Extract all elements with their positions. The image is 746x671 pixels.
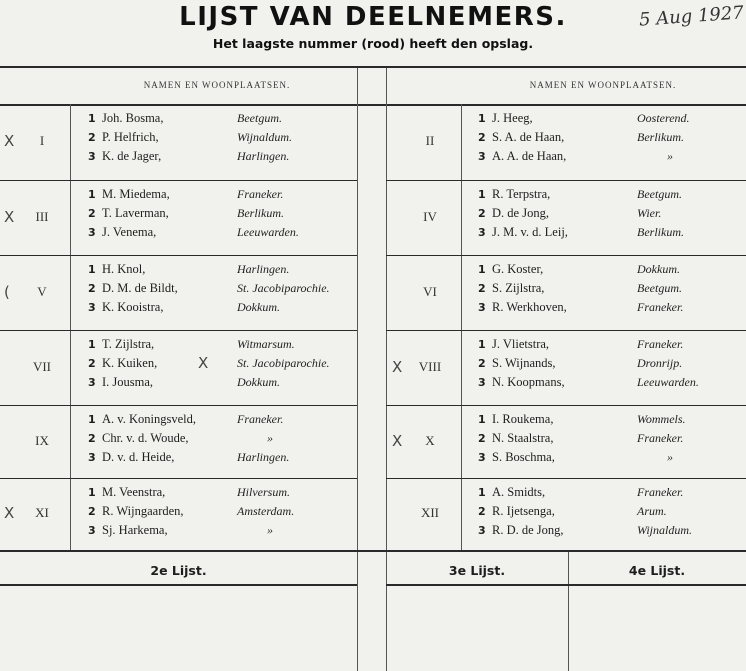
participant-entry: [88, 449, 174, 466]
participant-place: Harlingen.: [237, 262, 290, 276]
participant-name: M. Veenstra,: [102, 485, 166, 499]
left-column-header: NAMEN EN WOONPLAATSEN.: [143, 80, 291, 90]
entry-number: 2: [88, 131, 96, 144]
check-mark: X: [4, 207, 15, 226]
participant-entry: [478, 280, 544, 297]
participant-entry: [478, 261, 543, 278]
participant-name: H. Knol,: [102, 262, 146, 276]
participant-name: Joh. Bosma,: [102, 111, 164, 125]
participant-name: R. Terpstra,: [492, 187, 551, 201]
entry-number: 2: [478, 282, 486, 295]
table-bottom-rule: [0, 550, 746, 552]
participant-name: K. Kuiken,: [102, 356, 158, 370]
lijst-header-rule-right: [386, 584, 746, 586]
left-round-divider: [70, 104, 71, 550]
entry-number: 1: [88, 263, 96, 276]
participant-name: J. M. v. d. Leij,: [492, 225, 568, 239]
entry-number: 3: [88, 150, 96, 163]
check-mark: X: [392, 431, 403, 450]
participant-name: N. Staalstra,: [492, 431, 554, 445]
participant-name: R. D. de Jong,: [492, 523, 564, 537]
entry-number: 3: [88, 226, 96, 239]
participant-name: P. Helfrich,: [102, 130, 159, 144]
participant-place: Berlikum.: [237, 206, 284, 220]
entry-number: 1: [88, 413, 96, 426]
entry-number: 1: [478, 188, 486, 201]
entry-number: 1: [478, 486, 486, 499]
participant-place: Beetgum.: [637, 187, 682, 201]
participant-entry: [478, 224, 568, 241]
participant-place: St. Jacobiparochie.: [237, 356, 330, 370]
row-separator-left: [0, 405, 357, 406]
round-number: IV: [423, 208, 437, 224]
participant-entry: [478, 374, 565, 391]
entry-number: 3: [478, 226, 486, 239]
entry-number: 1: [478, 112, 486, 125]
round-number: VIII: [418, 358, 442, 374]
participant-place: Dokkum.: [637, 262, 680, 276]
entry-number: 3: [478, 376, 486, 389]
page-title: LIJST VAN DEELNEMERS.: [179, 2, 567, 32]
participant-entry: [478, 430, 553, 447]
participant-place: Franeker.: [637, 300, 684, 314]
entry-number: 3: [478, 451, 486, 464]
participant-entry: [88, 299, 163, 316]
entry-number: 2: [88, 432, 96, 445]
entry-number: 3: [88, 376, 96, 389]
participant-place: Hilversum.: [237, 485, 290, 499]
participant-place: »: [267, 431, 273, 445]
right-column-header: NAMEN EN WOONPLAATSEN.: [529, 80, 677, 90]
participant-name: T. Laverman,: [102, 206, 169, 220]
round-number: III: [35, 208, 49, 224]
participant-name: I. Jousma,: [102, 375, 154, 389]
participant-entry: [478, 484, 545, 501]
participant-entry: [88, 205, 169, 222]
participant-place: »: [667, 149, 673, 163]
participant-place: Dokkum.: [237, 300, 280, 314]
row-separator-right: [386, 330, 746, 331]
participant-place: Dokkum.: [237, 375, 280, 389]
page-subtitle: Het laagste nummer (rood) heeft den opslag.: [212, 36, 534, 51]
participant-entry: [88, 430, 189, 447]
participant-name: S. Boschma,: [492, 450, 555, 464]
participant-place: Wijnaldum.: [637, 523, 693, 537]
entry-number: 2: [478, 357, 486, 370]
participant-place: »: [667, 450, 673, 464]
participant-name: N. Koopmans,: [492, 375, 565, 389]
participant-name: R. Werkhoven,: [492, 300, 567, 314]
entry-number: 2: [478, 432, 486, 445]
participant-name: T. Zijlstra,: [102, 337, 155, 351]
entry-number: 1: [478, 338, 486, 351]
participant-place: Leeuwarden.: [637, 375, 699, 389]
participant-place: Wommels.: [637, 412, 686, 426]
participant-entry: [88, 522, 168, 539]
participant-place: Witmarsum.: [237, 337, 295, 351]
round-number: V: [37, 283, 47, 299]
participant-place: Arum.: [637, 504, 667, 518]
row-separator-left: [0, 255, 357, 256]
entry-number: 1: [88, 338, 96, 351]
right-column-edge: [386, 68, 387, 671]
participant-place: Franeker.: [237, 412, 284, 426]
participant-name: Sj. Harkema,: [102, 523, 168, 537]
participant-place: Amsterdam.: [237, 504, 295, 518]
handwritten-date: 5 Aug 1927: [638, 2, 745, 31]
participant-name: M. Miedema,: [102, 187, 170, 201]
participant-place: Franeker.: [637, 337, 684, 351]
row-separator-left: [0, 330, 357, 331]
participant-place: »: [267, 523, 273, 537]
participant-name: A. v. Koningsveld,: [102, 412, 196, 426]
row-separator-right: [386, 255, 746, 256]
participant-place: Harlingen.: [237, 450, 290, 464]
participant-place: Oosterend.: [637, 111, 690, 125]
participant-entry: [88, 484, 165, 501]
participant-place: Berlikum.: [637, 225, 684, 239]
participant-entry: [478, 503, 555, 520]
participant-entry: [478, 411, 553, 428]
participant-name: R. Wijngaarden,: [102, 504, 184, 518]
participant-place: Franeker.: [637, 431, 684, 445]
entry-number: 2: [478, 131, 486, 144]
participant-name: Chr. v. d. Woude,: [102, 431, 189, 445]
participant-entry: [478, 186, 550, 203]
entry-number: 2: [88, 282, 96, 295]
entry-number: 3: [478, 301, 486, 314]
entry-number: 1: [88, 486, 96, 499]
participant-name: D. M. de Bildt,: [102, 281, 178, 295]
participant-entry: [88, 280, 178, 297]
left-column-edge: [357, 68, 358, 671]
entry-number: 1: [88, 188, 96, 201]
round-number: XI: [35, 505, 49, 520]
check-mark: (: [4, 282, 10, 301]
participant-entry: [88, 224, 156, 241]
entry-number: 3: [88, 451, 96, 464]
round-number: VI: [423, 283, 437, 299]
entry-number: 2: [478, 505, 486, 518]
participant-name: G. Koster,: [492, 262, 544, 276]
entry-number: 2: [88, 505, 96, 518]
participant-entry: [88, 336, 154, 353]
participant-place: Harlingen.: [237, 149, 290, 163]
check-mark: X: [4, 132, 15, 150]
participant-name: D. de Jong,: [492, 206, 549, 220]
participant-entry: [88, 355, 157, 372]
row-separator-right: [386, 405, 746, 406]
participant-entry: [88, 261, 145, 278]
participant-entry: [478, 299, 567, 316]
participant-place: Beetgum.: [637, 281, 682, 295]
participant-name: S. Wijnands,: [492, 356, 556, 370]
participant-entry: [478, 449, 555, 466]
participant-name: K. Kooistra,: [102, 300, 164, 314]
lijst-header-rule-left: [0, 584, 357, 586]
participant-name: A. A. de Haan,: [492, 149, 567, 163]
participant-entry: [478, 205, 549, 222]
participant-name: J. Vlietstra,: [492, 337, 550, 351]
lijst-2-label: 2e Lijst.: [150, 563, 207, 578]
participant-entry: [88, 110, 163, 127]
participant-place: Beetgum.: [237, 111, 282, 125]
round-number: VII: [32, 358, 52, 374]
participant-entry: [88, 148, 161, 165]
round-number: XII: [420, 505, 440, 520]
check-mark: X: [4, 504, 15, 522]
participant-name: J. Venema,: [102, 225, 157, 239]
entry-number: 2: [88, 207, 96, 220]
entry-number: 3: [88, 524, 96, 537]
entry-number: 2: [478, 207, 486, 220]
participant-place: Wier.: [637, 206, 662, 220]
participant-entry: [478, 336, 549, 353]
participant-place: St. Jacobiparochie.: [237, 281, 330, 295]
participant-name: S. A. de Haan,: [492, 130, 565, 144]
participant-name: S. Zijlstra,: [492, 281, 545, 295]
participant-entry: [88, 129, 159, 146]
participant-place: Wijnaldum.: [237, 130, 293, 144]
round-number: I: [39, 133, 45, 148]
check-mark: X: [198, 354, 209, 372]
participant-entry: [478, 129, 564, 146]
lijst-4-label: 4e Lijst.: [628, 563, 686, 578]
row-separator-right: [386, 180, 746, 181]
participant-place: Berlikum.: [637, 130, 684, 144]
row-separator-right: [386, 478, 746, 479]
participant-place: Franeker.: [237, 187, 284, 201]
entry-number: 1: [88, 112, 96, 125]
participant-entry: [88, 411, 196, 428]
participant-place: Dronrijp.: [637, 356, 683, 370]
entry-number: 3: [478, 150, 486, 163]
header-bottom-rule: [0, 104, 746, 106]
participant-place: Franeker.: [637, 485, 684, 499]
check-mark: X: [392, 357, 403, 376]
row-separator-left: [0, 478, 357, 479]
participant-place: Leeuwarden.: [237, 225, 299, 239]
round-number: II: [425, 133, 435, 148]
participant-entry: [478, 110, 533, 127]
participant-entry: [478, 355, 556, 372]
row-separator-left: [0, 180, 357, 181]
participant-entry: [88, 374, 153, 391]
participant-name: A. Smidts,: [492, 485, 546, 499]
participant-name: K. de Jager,: [102, 149, 162, 163]
round-number: IX: [35, 432, 49, 448]
table-top-rule: [0, 66, 746, 68]
participant-entry: [478, 148, 566, 165]
entry-number: 2: [88, 357, 96, 370]
participant-entry: [88, 186, 170, 203]
participant-entry: [478, 522, 564, 539]
round-number: X: [425, 432, 435, 448]
entry-number: 3: [478, 524, 486, 537]
participant-name: R. Ijetsenga,: [492, 504, 555, 518]
entry-number: 1: [478, 263, 486, 276]
participant-entry: [88, 503, 184, 520]
lijst-3-label: 3e Lijst.: [448, 563, 506, 578]
entry-number: 1: [478, 413, 486, 426]
participant-name: J. Heeg,: [492, 111, 533, 125]
participant-name: I. Roukema,: [492, 412, 554, 426]
right-round-divider: [461, 104, 462, 550]
participant-name: D. v. d. Heide,: [102, 450, 175, 464]
entry-number: 3: [88, 301, 96, 314]
